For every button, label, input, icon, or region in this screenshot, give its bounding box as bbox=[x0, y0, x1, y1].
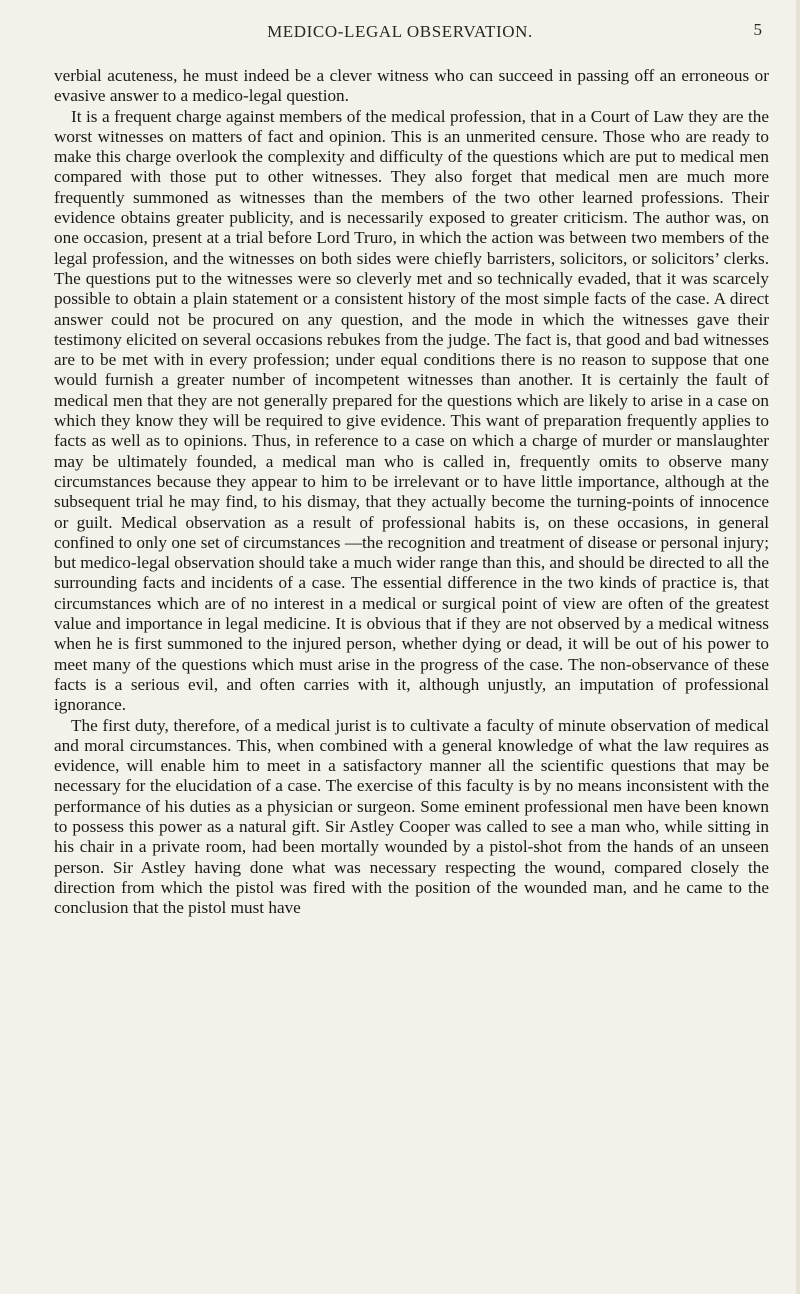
page-number: 5 bbox=[753, 20, 762, 39]
paragraph-continuation: verbial acuteness, he must indeed be a clever witness who can succeed in passing off an erroneous or evasive answer to a medico-legal question. bbox=[54, 66, 769, 106]
page-edge bbox=[796, 0, 800, 1294]
running-header-title: MEDICO-LEGAL OBSERVATION. bbox=[267, 22, 533, 41]
paragraph-first-duty: The first duty, therefore, of a medical jurist is to cultivate a faculty of minute observation of medical and moral circumstances. This, when combined with a general knowledge of what the law requires as evidence, will enable him to meet in a satisfactory manner all the scientific questions that may be necessary for the elucidation of a case. The exercise of this faculty is by no means inconsistent with the performance of his duties as a physician or surgeon. Some eminent professional men have been known to possess this power as a natural gift. Sir Astley Cooper was called to see a man who, while sitting in his chair in a private room, had been mortally wounded by a pistol-shot from the hands of an unseen person. Sir Astley having done what was necessary respecting the wound, compared closely the direction from which the pistol was fired with the position of the wounded man, and he came to the conclusion that the pistol must have bbox=[54, 715, 769, 918]
paragraph-medical-witnesses: It is a frequent charge against members of the medical profession, that in a Court of Law they are the worst witnesses on matters of fact and opinion. This is an unmerited censure. Those who are ready to make this charge overlook the complexity and difficulty of the questions which are put to medical men compared with those put to other witnesses. They also forget that medical men are much more frequently summoned as witnesses than the members of the two other learned professions. Their evidence obtains greater publicity, and is necessarily exposed to greater criticism. The author was, on one occasion, present at a trial before Lord Truro, in which the action was between two members of the legal profession, and the witnesses on both sides were chiefly barristers, solicitors, or solicitors’ clerks. The questions put to the witnesses were so cleverly met and so technically evaded, that it was scarcely possible to obtain a plain statement or a consistent history of the most simple facts of the case. A direct answer could not be procured on any question, and the mode in which the witnesses gave their testimony elicited on several occasions rebukes from the judge. The fact is, that good and bad witnesses are to be met with in every profession; under equal conditions there is no reason to suppose that one would furnish a greater number of incompetent witnesses than another. It is certainly the fault of medical men that they are not generally prepared for the questions which are likely to arise in a case on which they know they will be required to give evidence. This want of preparation frequently applies to facts as well as to opinions. Thus, in reference to a case on which a charge of murder or manslaughter may be ultimately founded, a medical man who is called in, frequently omits to observe many circumstances because they appear to him to be irrelevant or to have little importance, although at the subsequent trial he may find, to his dismay, that they actually become the turning-points of innocence or guilt. Medical observation as a result of professional habits is, on these occasions, in general confined to only one set of circumstances —the recognition and treatment of disease or personal injury; but medico-legal observation should take a much wider range than this, and should be directed to all the surrounding facts and incidents of a case. The essential difference in the two kinds of practice is, that circumstances which are of no interest in a medical or surgical point of view are often of the greatest value and importance in legal medicine. It is obvious that if they are not observed by a medical witness when he is first summoned to the injured person, whether dying or dead, it will be out of his power to meet many of the questions which must arise in the progress of the case. The non-observance of these facts is a serious evil, and often carries with it, although unjustly, an imputation of professional ignorance. bbox=[54, 106, 769, 715]
body-text bbox=[54, 66, 769, 918]
